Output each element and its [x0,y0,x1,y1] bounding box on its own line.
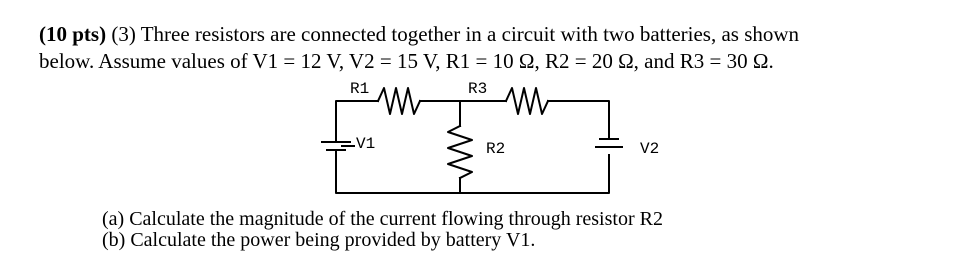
label-v2: V2 [640,140,660,158]
label-r1: R1 [350,80,370,98]
wire-top-right [548,101,609,139]
label-r3: R3 [468,80,488,98]
resistor-r1 [378,88,420,114]
resistor-r2 [448,126,472,178]
questions [102,209,663,251]
resistor-r3 [506,88,548,114]
problem-line-1-text: (3) Three resistors are connected together in a circuit with two batteries, as shown [106,22,800,46]
question-a: (a) Calculate the magnitude of the current flowing through resistor R2 [102,208,663,230]
problem-line-2: below. Assume values of V1 = 12 V, V2 = 15 V, R1 = 10 Ω, R2 = 20 Ω, and R3 = 30 Ω. [39,49,774,73]
label-r2: R2 [486,140,506,158]
question-b: (b) Calculate the power being provided by battery V1. [102,229,536,251]
points-label: (10 pts) [39,22,107,46]
label-v1: V1 [356,135,376,153]
